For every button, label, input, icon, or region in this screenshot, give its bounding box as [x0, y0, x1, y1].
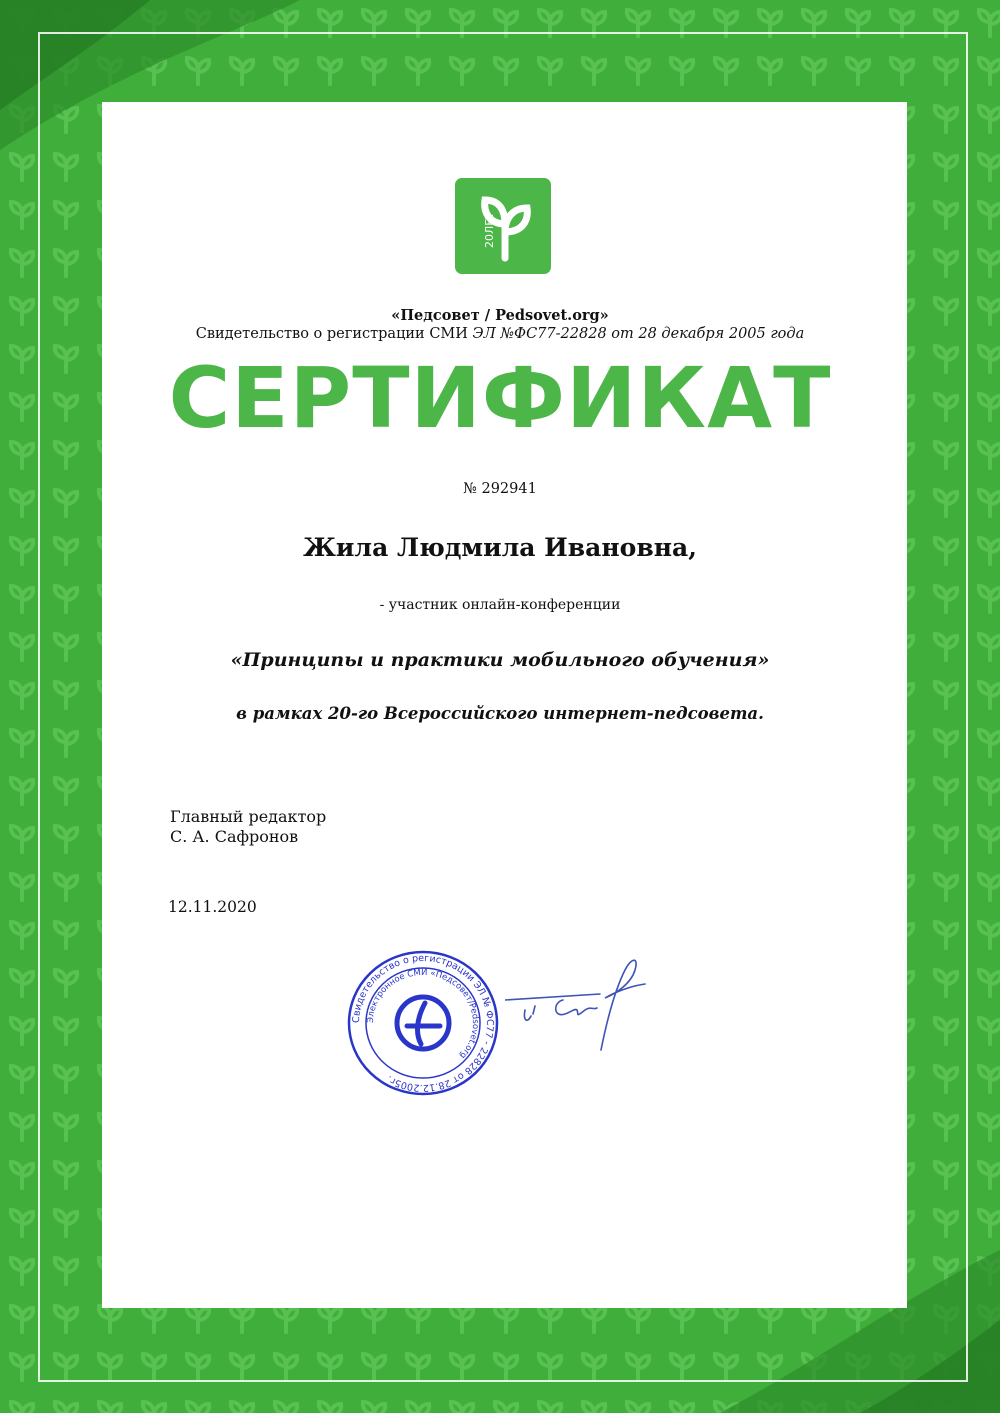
event-context: в рамках 20-го Всероссийского интернет-педсовета. — [236, 704, 764, 723]
pedsovet-logo — [455, 178, 551, 274]
publication-name: «Педсовет / Pedsovet.org» — [391, 307, 609, 324]
certificate-number: № 292941 — [463, 481, 537, 497]
issue-date: 12.11.2020 — [168, 898, 257, 916]
editor-signature — [505, 950, 655, 1060]
registration-prefix: Свидетельство о регистрации СМИ — [195, 326, 473, 342]
sprout-icon — [455, 178, 551, 274]
recipient-name: Жила Людмила Ивановна, — [303, 533, 697, 562]
registration-line — [0, 326, 1000, 342]
certificate-title: СЕРТИФИКАТ — [168, 349, 832, 447]
editor-position: Главный редактор — [170, 807, 327, 826]
recipient-role: - участник онлайн-конференции — [379, 597, 621, 613]
stamp-inner-text: Электронное СМИ «Педсовет/Pedsovet.org — [365, 967, 481, 1061]
stamp-outer-text: Свидетельство о регистрации ЭЛ № ФС77 - 22828 от 28.12.2005г. — [350, 952, 496, 1094]
editor-name: С. А. Сафронов — [170, 827, 299, 846]
official-stamp — [345, 948, 501, 1098]
registration-number: ЭЛ №ФС77-22828 от 28 декабря 2005 года — [472, 326, 805, 342]
conference-title: «Принципы и практики мобильного обучения» — [230, 649, 770, 671]
logo-label: 20ЛЕТ — [483, 212, 496, 248]
